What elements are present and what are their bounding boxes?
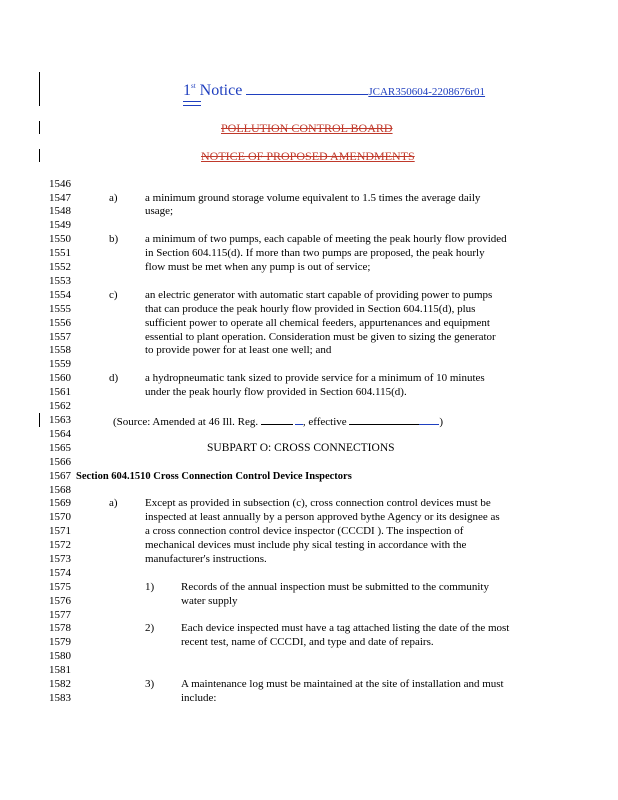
source-close: )	[439, 416, 444, 428]
header-underline	[246, 82, 368, 95]
reg-blank	[261, 414, 293, 425]
line-number: 1548	[49, 205, 71, 217]
item-text: Each device inspected must have a tag attached listing the date of the most	[181, 622, 510, 634]
line-number: 1555	[49, 303, 71, 315]
change-bar	[39, 149, 40, 162]
reg-blank-insert	[295, 414, 303, 425]
line-number: 1581	[49, 664, 71, 676]
item-marker: a)	[109, 192, 118, 204]
line-number: 1568	[49, 484, 71, 496]
item-text: inspected at least annually by a person approved bythe Agency or its designee as	[145, 511, 500, 523]
line-number: 1559	[49, 358, 71, 370]
change-bar	[39, 413, 40, 427]
line-number: 1546	[49, 178, 71, 190]
line-number: 1580	[49, 650, 71, 662]
line-number: 1552	[49, 261, 71, 273]
line-number: 1572	[49, 539, 71, 551]
line-number: 1583	[49, 692, 71, 704]
notice-number: 1	[183, 82, 191, 99]
line-number: 1579	[49, 636, 71, 648]
line-number: 1561	[49, 386, 71, 398]
date-blank-insert	[419, 414, 439, 425]
line-number: 1569	[49, 497, 71, 509]
line-number: 1556	[49, 317, 71, 329]
item-marker: d)	[109, 372, 119, 384]
agency-name: POLLUTION CONTROL BOARD	[221, 121, 393, 135]
item-marker: a)	[109, 497, 118, 509]
item-marker: 2)	[145, 622, 155, 634]
item-text: in Section 604.115(d). If more than two pumps are proposed, the peak hourly	[145, 247, 485, 259]
line-number: 1575	[49, 581, 71, 593]
item-text: flow must be met when any pump is out of service;	[145, 261, 371, 273]
source-note	[113, 414, 443, 429]
notice-superscript: st	[191, 82, 196, 90]
item-marker: b)	[109, 233, 119, 245]
item-text: Records of the annual inspection must be submitted to the community	[181, 581, 489, 593]
line-number: 1554	[49, 289, 71, 301]
line-number: 1567	[49, 470, 71, 482]
subpart-title: SUBPART O: CROSS CONNECTIONS	[207, 442, 395, 454]
notice-title: NOTICE OF PROPOSED AMENDMENTS	[201, 149, 415, 163]
line-number: 1550	[49, 233, 71, 245]
line-number: 1576	[49, 595, 71, 607]
line-number: 1566	[49, 456, 71, 468]
section-heading: Section 604.1510 Cross Connection Control Device Inspectors	[76, 471, 352, 482]
document-code: JCAR350604-2208676r01	[368, 86, 486, 98]
line-number: 1574	[49, 567, 71, 579]
item-text: water supply	[181, 595, 238, 607]
item-text: sufficient power to operate all chemical feeders, appurtenances and equipment	[145, 317, 490, 329]
line-number: 1549	[49, 219, 71, 231]
item-text: manufacturer's instructions.	[145, 553, 267, 565]
item-text: mechanical devices must include phy sical testing in accordance with the	[145, 539, 467, 551]
line-number: 1582	[49, 678, 71, 690]
item-text: a hydropneumatic tank sized to provide service for a minimum of 10 minutes	[145, 372, 485, 384]
item-text: recent test, name of CCCDI, and type and date of repairs.	[181, 636, 434, 648]
source-text: (Source: Amended at 46 Ill. Reg.	[113, 416, 261, 428]
item-text: a minimum of two pumps, each capable of meeting the peak hourly flow provided	[145, 233, 507, 245]
line-number: 1562	[49, 400, 71, 412]
line-number: 1558	[49, 344, 71, 356]
header-double-rule	[183, 101, 201, 106]
notice-header	[183, 82, 485, 100]
item-marker: 3)	[145, 678, 155, 690]
line-number: 1571	[49, 525, 71, 537]
date-blank	[349, 414, 419, 425]
item-text: to provide power for at least one well; and	[145, 344, 332, 356]
item-text: that can produce the peak hourly flow provided in Section 604.115(d), plus	[145, 303, 476, 315]
line-number: 1573	[49, 553, 71, 565]
line-number: 1565	[49, 442, 71, 454]
change-bar	[39, 72, 40, 106]
item-text: a cross connection control device inspector (CCCDI ). The inspection of	[145, 525, 464, 537]
item-marker: c)	[109, 289, 118, 301]
line-number: 1551	[49, 247, 71, 259]
item-text: a minimum ground storage volume equivalent to 1.5 times the average daily	[145, 192, 481, 204]
line-number: 1564	[49, 428, 71, 440]
line-number: 1563	[49, 414, 71, 426]
line-number: 1577	[49, 609, 71, 621]
item-text: A maintenance log must be maintained at the site of installation and must	[181, 678, 504, 690]
item-text: Except as provided in subsection (c), cross connection control devices must be	[145, 497, 491, 509]
line-number: 1570	[49, 511, 71, 523]
item-text: an electric generator with automatic start capable of providing power to pumps	[145, 289, 493, 301]
notice-word: Notice	[199, 82, 243, 99]
item-marker: 1)	[145, 581, 155, 593]
item-text: under the peak hourly flow provided in Section 604.115(d).	[145, 386, 407, 398]
line-number: 1560	[49, 372, 71, 384]
line-number: 1553	[49, 275, 71, 287]
item-text: essential to plant operation. Consideration must be given to sizing the generator	[145, 331, 496, 343]
line-number: 1547	[49, 192, 71, 204]
source-effective: , effective	[302, 416, 350, 428]
item-text: include:	[181, 692, 217, 704]
line-number: 1557	[49, 331, 71, 343]
line-number: 1578	[49, 622, 71, 634]
change-bar	[39, 121, 40, 134]
item-text: usage;	[145, 205, 174, 217]
